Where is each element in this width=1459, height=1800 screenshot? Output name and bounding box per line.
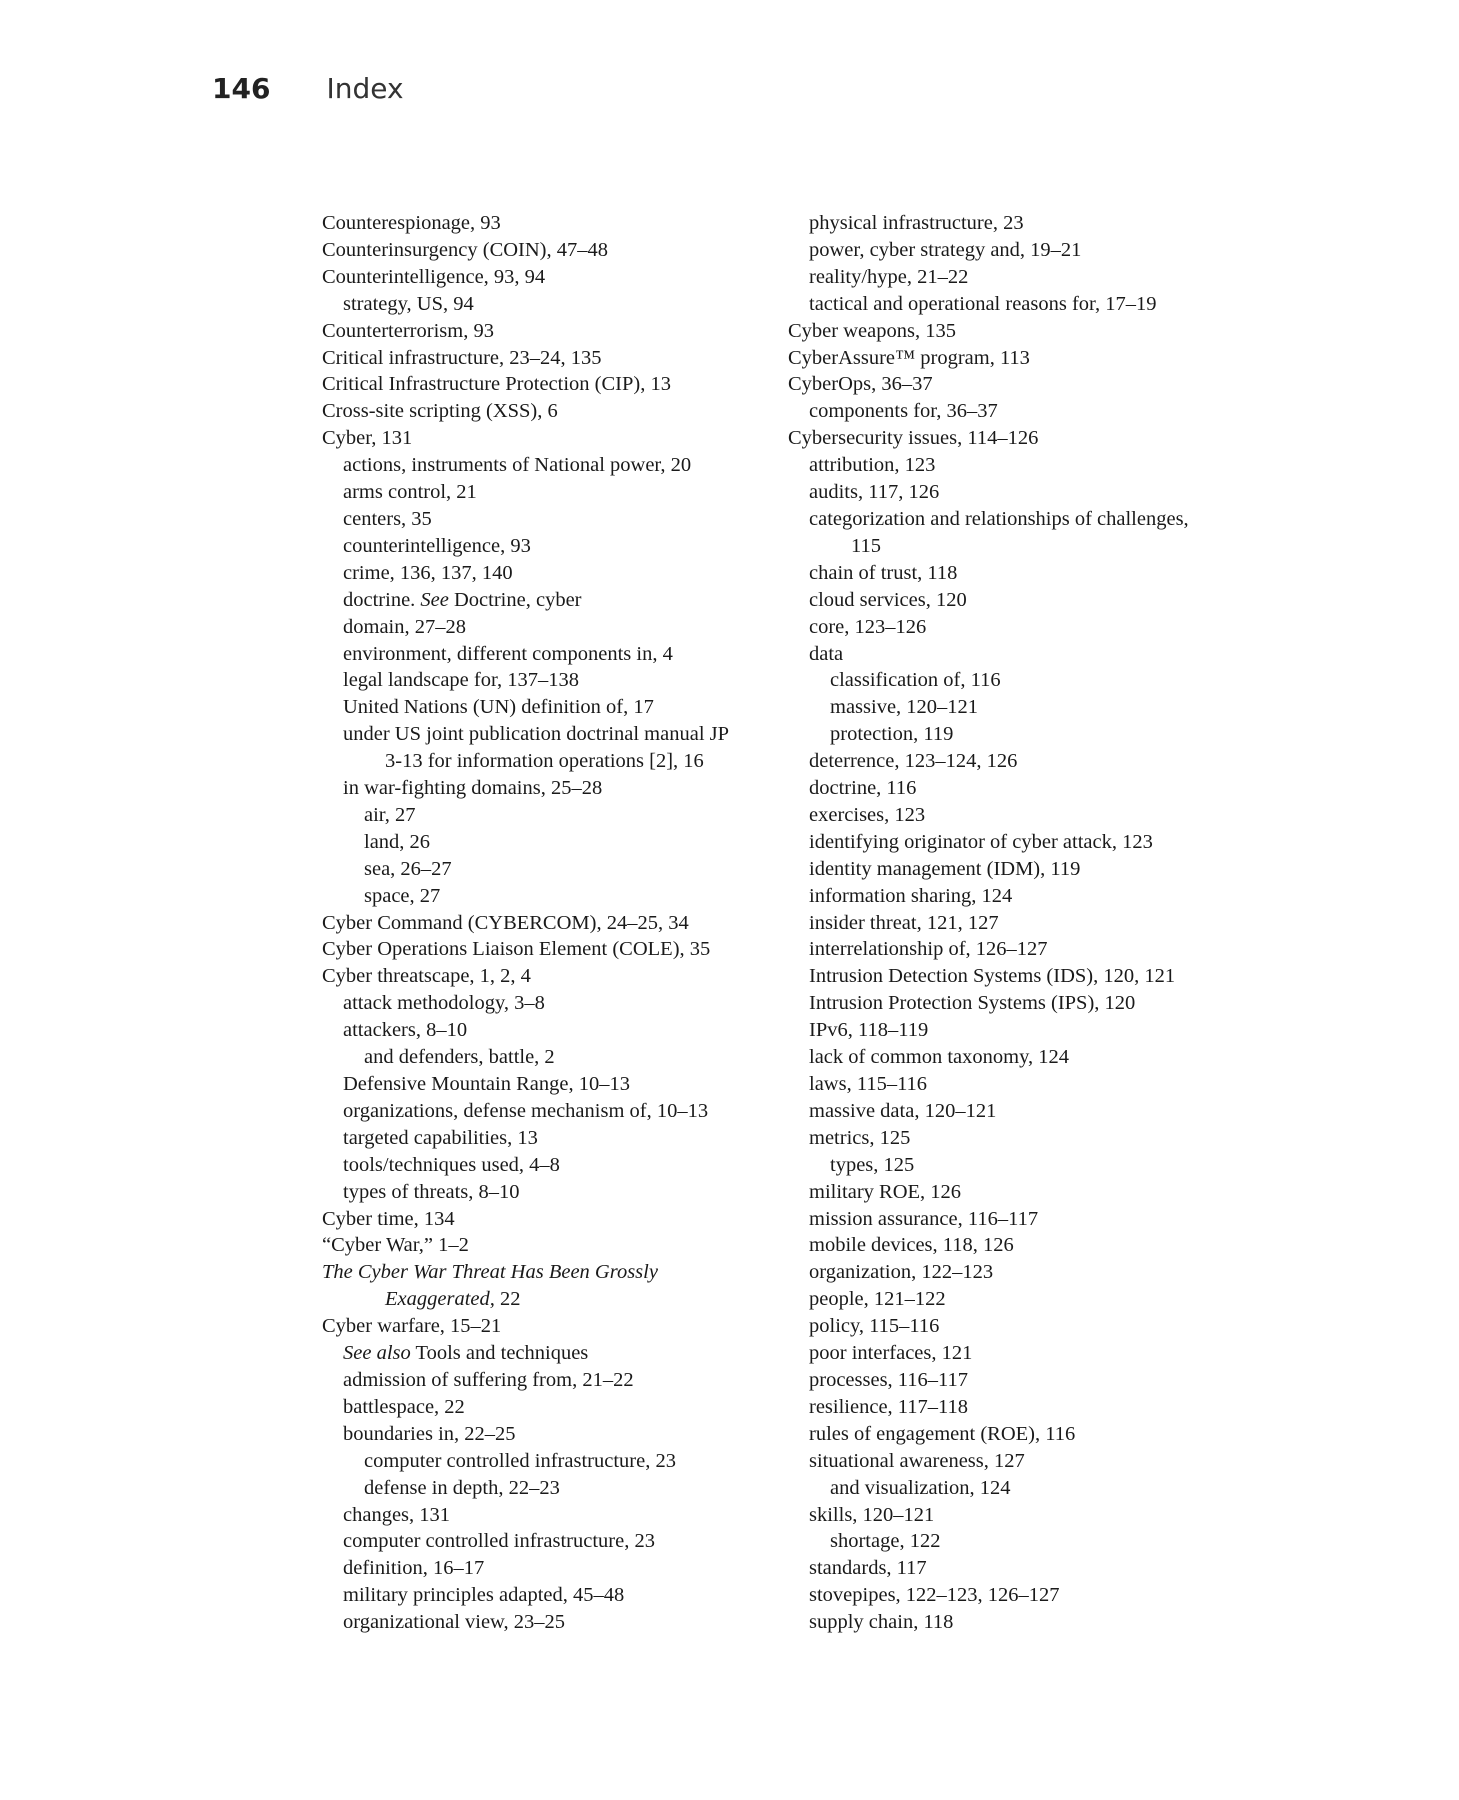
index-entry: audits, 117, 126 bbox=[809, 481, 940, 504]
index-entry: strategy, US, 94 bbox=[343, 292, 474, 315]
index-entry: IPv6, 118–119 bbox=[809, 1019, 929, 1042]
index-entry: identity management (IDM), 119 bbox=[809, 857, 1081, 880]
index-entry: military principles adapted, 45–48 bbox=[343, 1584, 625, 1607]
index-entry: crime, 136, 137, 140 bbox=[343, 561, 513, 584]
index-entry: attack methodology, 3–8 bbox=[343, 992, 545, 1015]
index-entry: domain, 27–28 bbox=[343, 615, 466, 638]
index-entry: massive, 120–121 bbox=[830, 696, 979, 719]
index-entry: Counterterrorism, 93 bbox=[322, 319, 494, 342]
index-entry: CyberAssure™ program, 113 bbox=[788, 346, 1030, 369]
index-entry: computer controlled infrastructure, 23 bbox=[343, 1530, 655, 1553]
index-entry: boundaries in, 22–25 bbox=[343, 1422, 516, 1445]
index-entry: data bbox=[809, 642, 844, 665]
index-entry: 115 bbox=[851, 534, 881, 557]
index-entry: computer controlled infrastructure, 23 bbox=[364, 1449, 676, 1472]
index-entry: Counterespionage, 93 bbox=[322, 212, 501, 234]
index-entry: Cyber Operations Liaison Element (COLE), 35 bbox=[322, 938, 711, 961]
index-entry: Cyber Command (CYBERCOM), 24–25, 34 bbox=[322, 911, 689, 934]
index-entry: air, 27 bbox=[364, 803, 416, 826]
index-entry: core, 123–126 bbox=[809, 615, 927, 638]
index-entry: policy, 115–116 bbox=[809, 1315, 940, 1338]
index-entry: centers, 35 bbox=[343, 507, 432, 530]
index-entry: environment, different components in, 4 bbox=[343, 642, 673, 665]
index-entry: counterintelligence, 93 bbox=[343, 534, 531, 557]
index-entry: massive data, 120–121 bbox=[809, 1099, 997, 1122]
index-entry: See also Tools and techniques bbox=[343, 1342, 589, 1365]
index-entry: types, 125 bbox=[830, 1153, 915, 1176]
index-entry: standards, 117 bbox=[809, 1557, 927, 1580]
index-entry: poor interfaces, 121 bbox=[809, 1342, 973, 1365]
index-entry: “Cyber War,” 1–2 bbox=[322, 1234, 469, 1257]
index-entry: Cybersecurity issues, 114–126 bbox=[788, 427, 1039, 450]
index-entry: Critical Infrastructure Protection (CIP), 13 bbox=[322, 373, 671, 396]
index-entry: cloud services, 120 bbox=[809, 588, 967, 611]
index-entry: insider threat, 121, 127 bbox=[809, 911, 999, 934]
index-entry: processes, 116–117 bbox=[809, 1368, 969, 1391]
index-entry: defense in depth, 22–23 bbox=[364, 1476, 560, 1499]
index-entry: skills, 120–121 bbox=[809, 1503, 935, 1526]
index-entry: Counterinsurgency (COIN), 47–48 bbox=[322, 238, 609, 261]
index-entry: components for, 36–37 bbox=[809, 400, 998, 423]
index-entry-italic: Exaggerated, bbox=[385, 1288, 495, 1311]
index-entry: tactical and operational reasons for, 17–19 bbox=[809, 292, 1157, 315]
index-entry: Exaggerated, 22 bbox=[385, 1288, 521, 1311]
index-entry: Cyber, 131 bbox=[322, 427, 413, 450]
index-entry: chain of trust, 118 bbox=[809, 561, 958, 584]
index-entry: tools/techniques used, 4–8 bbox=[343, 1153, 560, 1176]
index-entry-italic: The Cyber War Threat Has Been Grossly bbox=[322, 1261, 658, 1284]
index-entry: physical infrastructure, 23 bbox=[809, 212, 1024, 234]
index-entry: types of threats, 8–10 bbox=[343, 1180, 520, 1203]
index-entry: categorization and relationships of challenges, bbox=[809, 507, 1189, 530]
index-entry: military ROE, 126 bbox=[809, 1180, 962, 1203]
index-entry: organization, 122–123 bbox=[809, 1261, 994, 1284]
index-entry: Intrusion Detection Systems (IDS), 120, 121 bbox=[809, 965, 1176, 988]
index-entry: shortage, 122 bbox=[830, 1530, 941, 1553]
index-entry: Intrusion Protection Systems (IPS), 120 bbox=[809, 992, 1136, 1015]
running-head: Index bbox=[326, 72, 404, 105]
index-entry: exercises, 123 bbox=[809, 803, 926, 826]
index-entry: legal landscape for, 137–138 bbox=[343, 669, 579, 692]
index-entry: organizational view, 23–25 bbox=[343, 1611, 566, 1634]
index-column-left bbox=[322, 210, 762, 1636]
index-entry: reality/hype, 21–22 bbox=[809, 265, 969, 288]
index-entry: Cross-site scripting (XSS), 6 bbox=[322, 400, 558, 423]
index-entry: classification of, 116 bbox=[830, 669, 1001, 692]
index-entry: protection, 119 bbox=[830, 723, 954, 746]
index-entry: definition, 16–17 bbox=[343, 1557, 485, 1580]
index-entry: attackers, 8–10 bbox=[343, 1019, 468, 1042]
index-entry: Cyber warfare, 15–21 bbox=[322, 1315, 502, 1338]
index-entry: rules of engagement (ROE), 116 bbox=[809, 1422, 1076, 1445]
index-entry: and defenders, battle, 2 bbox=[364, 1046, 555, 1069]
index-entry: mission assurance, 116–117 bbox=[809, 1207, 1039, 1230]
index-entry: and visualization, 124 bbox=[830, 1476, 1011, 1499]
index-entry: Critical infrastructure, 23–24, 135 bbox=[322, 346, 602, 369]
index-entry: land, 26 bbox=[364, 830, 431, 853]
index-entry: actions, instruments of National power, 20 bbox=[343, 454, 692, 477]
index-entry: in war-fighting domains, 25–28 bbox=[343, 777, 603, 800]
index-entry: doctrine. See Doctrine, cyber bbox=[343, 588, 582, 611]
index-entry: Counterintelligence, 93, 94 bbox=[322, 265, 546, 288]
index-entry-italic: See bbox=[420, 588, 449, 611]
index-entry: stovepipes, 122–123, 126–127 bbox=[809, 1584, 1060, 1607]
index-entry: Defensive Mountain Range, 10–13 bbox=[343, 1073, 630, 1095]
index-entry: CyberOps, 36–37 bbox=[788, 373, 933, 396]
index-entry: interrelationship of, 126–127 bbox=[809, 938, 1048, 961]
index-entry: sea, 26–27 bbox=[364, 857, 452, 880]
index-entry: Cyber weapons, 135 bbox=[788, 319, 956, 342]
index-entry: under US joint publication doctrinal manual JP bbox=[343, 723, 730, 746]
index-entry: laws, 115–116 bbox=[809, 1073, 928, 1095]
index-entry bbox=[322, 1259, 762, 1286]
index-entry: people, 121–122 bbox=[809, 1288, 946, 1311]
index-entry: admission of suffering from, 21–22 bbox=[343, 1368, 634, 1391]
index-entry: battlespace, 22 bbox=[343, 1395, 465, 1418]
index-entry: changes, 131 bbox=[343, 1503, 451, 1526]
index-entry: power, cyber strategy and, 19–21 bbox=[809, 238, 1082, 261]
index-entry: identifying originator of cyber attack, 123 bbox=[809, 830, 1153, 853]
index-entry: attribution, 123 bbox=[809, 454, 936, 477]
page-number: 146 bbox=[212, 72, 271, 105]
index-entry: targeted capabilities, 13 bbox=[343, 1126, 538, 1149]
index-entry: mobile devices, 118, 126 bbox=[809, 1234, 1014, 1257]
index-entry: Cyber time, 134 bbox=[322, 1207, 455, 1230]
index-column-right bbox=[788, 210, 1228, 1636]
index-entry: resilience, 117–118 bbox=[809, 1395, 969, 1418]
index-entry: supply chain, 118 bbox=[809, 1611, 954, 1634]
page-header bbox=[212, 72, 404, 122]
index-entry: metrics, 125 bbox=[809, 1126, 911, 1149]
index-entry: United Nations (UN) definition of, 17 bbox=[343, 696, 654, 719]
index-entry: arms control, 21 bbox=[343, 481, 477, 504]
index-entry: information sharing, 124 bbox=[809, 884, 1013, 907]
index-entry: space, 27 bbox=[364, 884, 441, 907]
index-entry: Cyber threatscape, 1, 2, 4 bbox=[322, 965, 531, 988]
index-entry: situational awareness, 127 bbox=[809, 1449, 1025, 1472]
index-entry-italic: See also bbox=[343, 1342, 411, 1365]
index-entry: deterrence, 123–124, 126 bbox=[809, 750, 1018, 773]
index-entry: lack of common taxonomy, 124 bbox=[809, 1046, 1069, 1069]
index-entry: organizations, defense mechanism of, 10–13 bbox=[343, 1099, 709, 1122]
index-entry: doctrine, 116 bbox=[809, 777, 917, 800]
index-entry: 3-13 for information operations [2], 16 bbox=[385, 750, 704, 773]
